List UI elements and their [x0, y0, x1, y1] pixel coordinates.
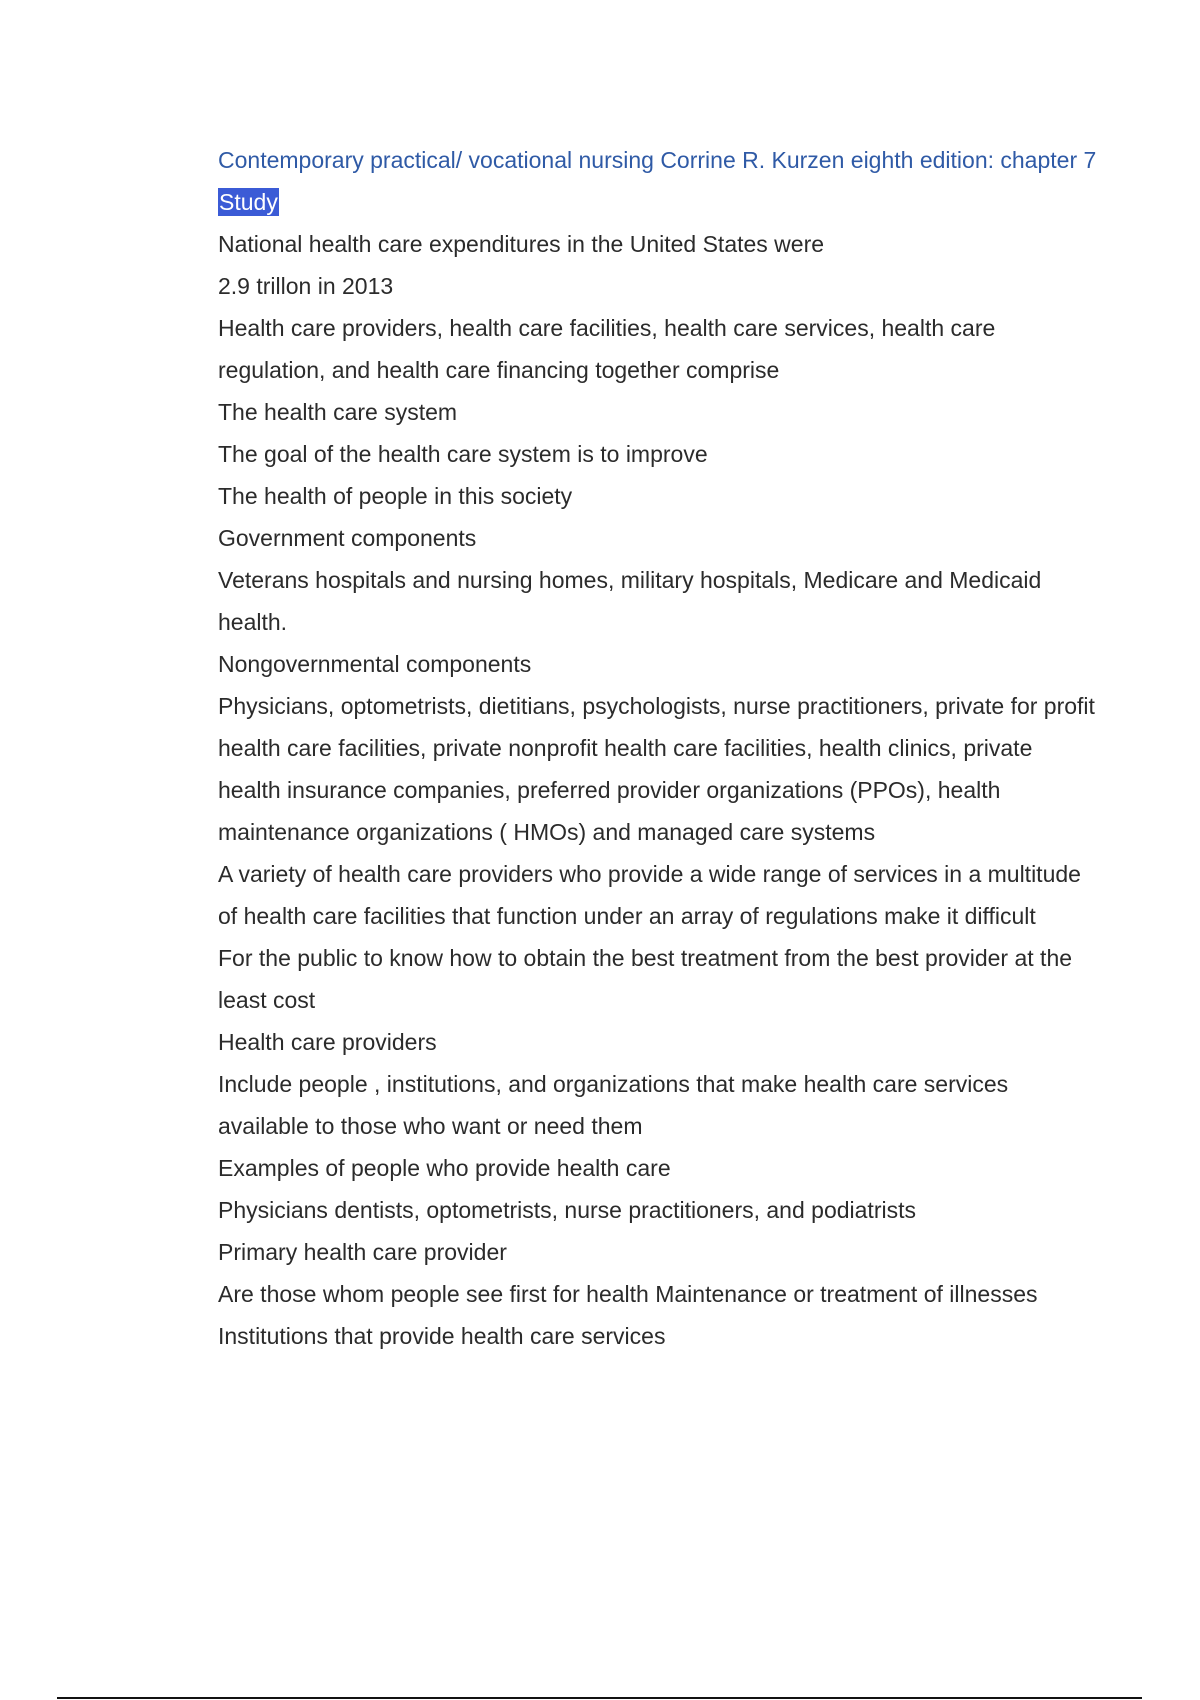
bottom-divider — [57, 1697, 1142, 1699]
document-content — [218, 139, 1098, 1357]
text-line-variety-providers: A variety of health care providers who provide a wide range of services in a multitude of health care facilities that function under an array of regulations make it difficult — [218, 861, 1081, 929]
text-line-health-care-providers: Health care providers — [218, 1029, 437, 1055]
text-line-expenditures: National health care expenditures in the United States were — [218, 231, 825, 257]
text-line-nongovernmental-components: Nongovernmental components — [218, 651, 532, 677]
text-line-health-care-system: The health care system — [218, 399, 458, 425]
text-line-public-cost: For the public to know how to obtain the best treatment from the best provider at the least cost — [218, 945, 1073, 1013]
text-line-goal: The goal of the health care system is to improve — [218, 441, 708, 467]
text-line-institutions: Institutions that provide health care services — [218, 1323, 666, 1349]
text-line-system-components: Health care providers, health care facilities, health care services, health care regulation, and health care financing together comprise — [218, 315, 996, 383]
text-line-health-of-people: The health of people in this society — [218, 483, 573, 509]
text-line-trillion: 2.9 trillon in 2013 — [218, 273, 394, 299]
text-line-government-components: Government components — [218, 525, 477, 551]
text-line-primary-provider-definition: Are those whom people see first for health Maintenance or treatment of illnesses — [218, 1281, 1038, 1307]
text-line-people-examples-heading: Examples of people who provide health care — [218, 1155, 671, 1181]
text-line-nongovernmental-examples: Physicians, optometrists, dietitians, psychologists, nurse practitioners, private for profit health care facilities, private nonprofit health care facilities, health clinics, private health insurance companies, preferred provider organizations (PPOs), health maintenance organizations ( HMOs) and managed care systems — [218, 693, 1095, 845]
text-line-people-examples: Physicians dentists, optometrists, nurse practitioners, and podiatrists — [218, 1197, 916, 1223]
text-line-primary-provider: Primary health care provider — [218, 1239, 507, 1265]
document-title: Contemporary practical/ vocational nursing Corrine R. Kurzen eighth edition: chapter 7 — [218, 147, 1097, 173]
text-line-provider-definition: Include people , institutions, and organizations that make health care services available to those who want or need them — [218, 1071, 1009, 1139]
text-line-government-examples: Veterans hospitals and nursing homes, military hospitals, Medicare and Medicaid health. — [218, 567, 1042, 635]
selected-study-text[interactable]: Study — [219, 189, 278, 215]
